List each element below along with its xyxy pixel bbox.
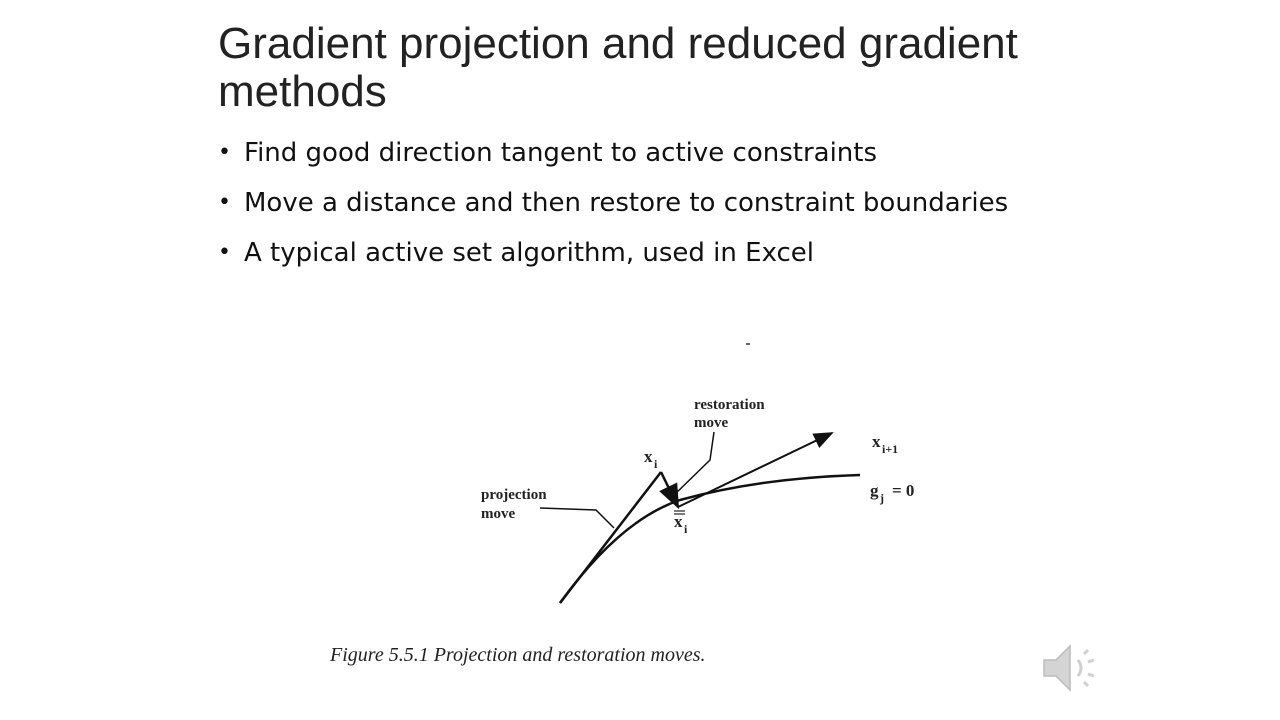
xi-label: [644, 447, 658, 471]
tangent-direction-line: [678, 433, 832, 507]
restoration-label-1: restoration: [694, 397, 765, 413]
constraint-curve: [560, 475, 860, 603]
scan-artifact: [746, 343, 750, 345]
svg-text:i+1: i+1: [882, 442, 899, 456]
svg-text:x: x: [674, 512, 683, 531]
projection-move-line: [560, 472, 661, 603]
restoration-move-line: [661, 472, 678, 507]
bullet-text: Find good direction tangent to active constraints: [244, 138, 878, 168]
xi-bar-label: [674, 511, 688, 536]
bullet-text: A typical active set algorithm, used in Excel: [244, 238, 815, 268]
svg-text:i: i: [684, 522, 688, 536]
constraint-label: [870, 481, 914, 505]
slide-title: Gradient projection and reduced gradient methods: [218, 19, 1018, 116]
bullet-dot: •: [218, 140, 231, 165]
svg-text:i: i: [654, 457, 658, 471]
projection-label-2: move: [481, 506, 516, 522]
svg-text:= 0: = 0: [892, 481, 915, 500]
svg-text:x: x: [872, 432, 881, 451]
restoration-pointer: [672, 432, 714, 497]
bullet-dot: •: [218, 190, 231, 215]
svg-text:j: j: [880, 491, 884, 505]
projection-pointer: [540, 508, 614, 528]
svg-text:x: x: [644, 447, 653, 466]
svg-text:g: g: [870, 481, 879, 500]
xi-plus-1-label: [872, 432, 898, 456]
speaker-icon[interactable]: [1040, 640, 1104, 696]
restoration-label-2: move: [694, 415, 729, 431]
bullet-text: Move a distance and then restore to constraint boundaries: [244, 188, 1009, 218]
figure-caption: Figure 5.5.1 Projection and restoration moves.: [330, 644, 706, 666]
projection-label-1: projection: [481, 487, 547, 503]
bullet-dot: •: [218, 240, 231, 265]
